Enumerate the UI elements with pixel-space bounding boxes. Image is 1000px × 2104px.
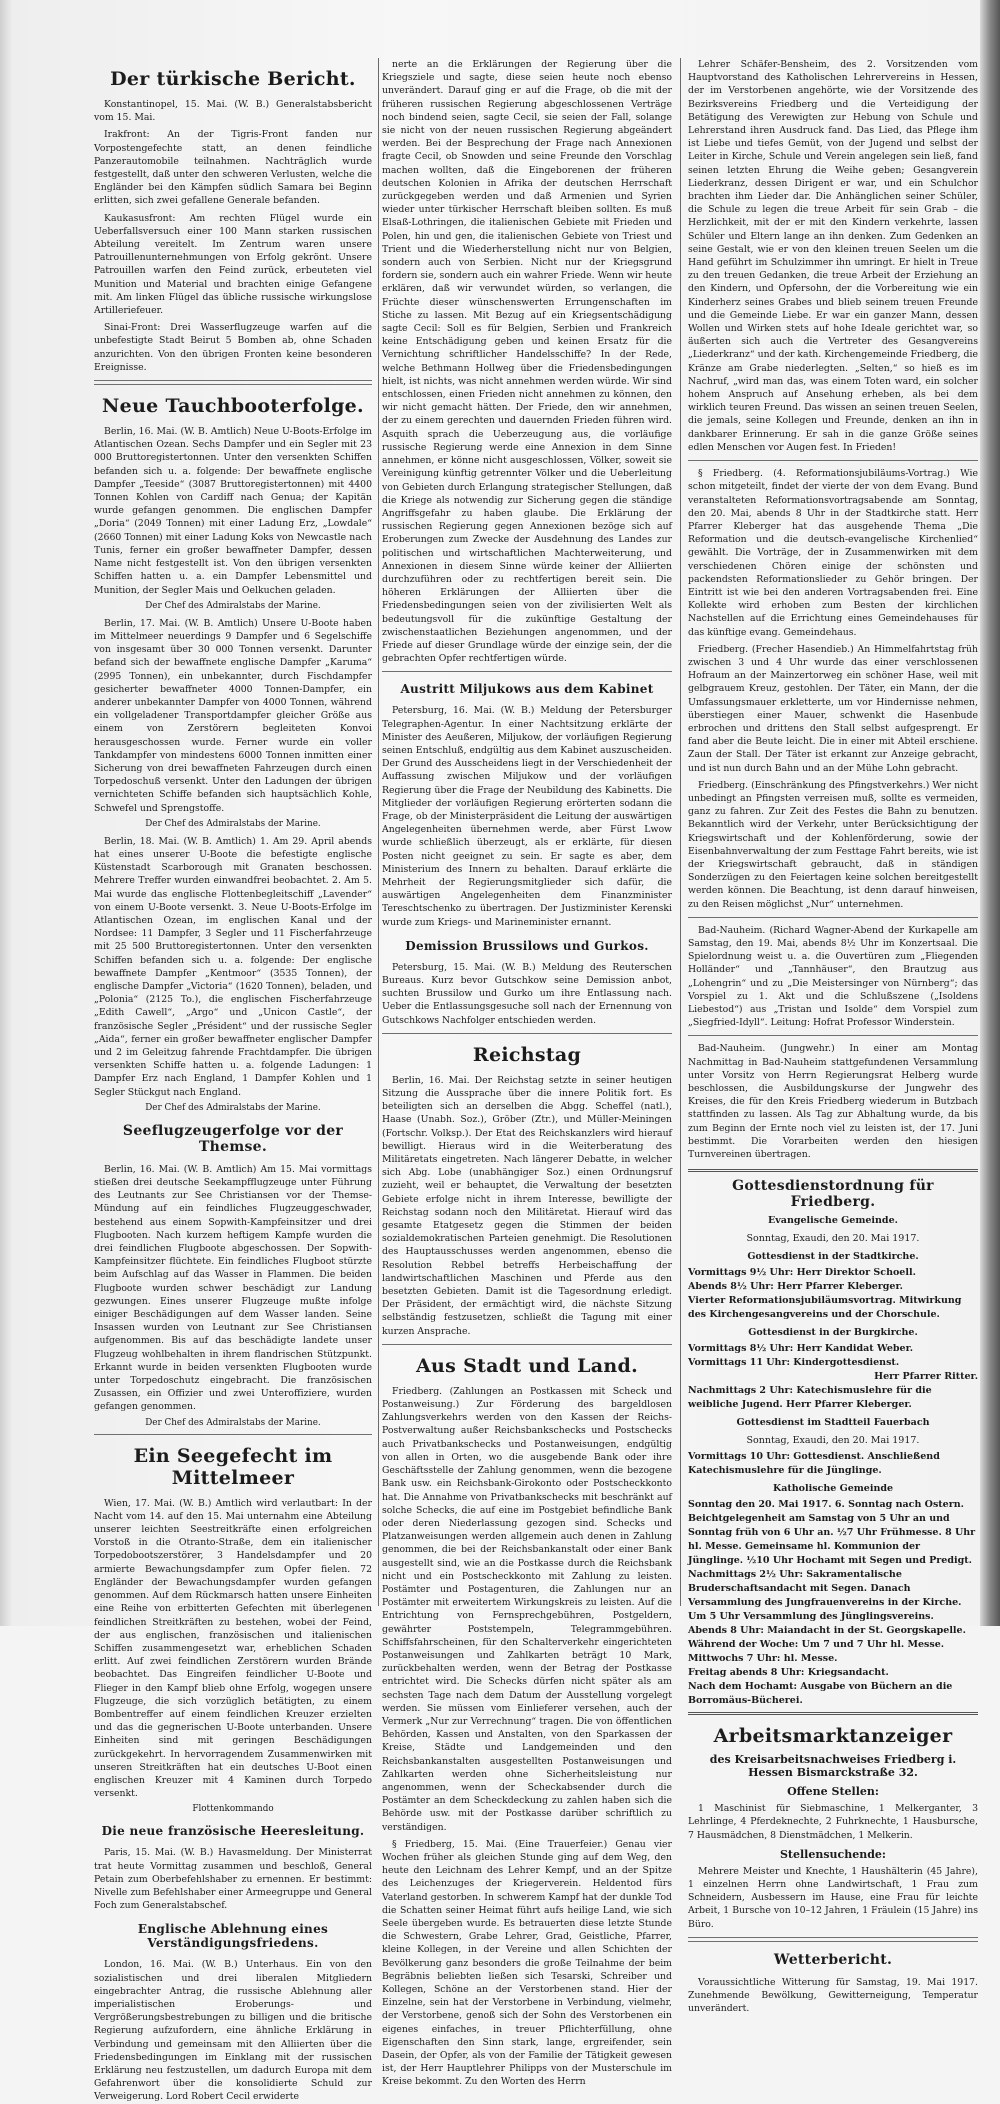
divider bbox=[382, 1033, 672, 1034]
article-paragraph: Lehrer Schäfer-Bensheim, des 2. Vorsitzenden vom Hauptvorstand des Katholischen Lehrervereins in Hessen, der im Verstorbenen angehörte, wie der Vorsitzende des Bezirksvereins Friedberg und die Verteidigung der Betätigung des Verewigten zur Hebung von Schule und Lehrerstand ihren Ausdruck fand. Das Lied, das Pflege ihm ist Liebe und tiefes Gemüt, von der Jugend und selbst der Leiter in Kirche, Schule und Verein angelegen sein ließ, fand seinen letzten Ehrung die Weihe geben; Gesangverein Liederkranz, dessen Dirigent er war, und ein Schulchor brachten ihm Lieder dar. Die Anhänglichen seiner Schüler, die Schule zu legen die treue Arbeit für sein Grab – die Herzlichkeit, mit der er mit den Kindern verkehrte, lassen Schüler und Eltern lange an ihn denken. Zum Gedenken an seine Gestalt, wie er von den kleinen treuen Seelen um die Hand geführt im Schulzimmer ihn umringt. Er hielt in Treue zu den treuen Gedanken, die treue Arbeit der Erziehung an den Kindern, und Opfersohn, der die Vorbereitung wie ein Kinderherz seines Grabes und blieb seinem treuen Freunde und die Gemeinde Liebe. Er war ein ganzer Mann, dessen Wollen und Wirken stets auf hohe Ideale gerichtet war, so äußerten sich auch die Vertreter des Gesangvereins „Liederkranz“ und der kath. Kirchengemeinde Friedberg, die Kränze am Grabe niederlegten. „Selten,“ so hieß es im Nachruf, „wird man das, was einem Toten ward, ein solcher hohem Anspruch auf Ansehung erheben, als bei dem wirklich teuren Freund. Das wissen an seinen treuen Seelen, die jemals, seine Kollegen und Freunde, denken an ihn in dankbarer Erinnerung. Er sah in die ganze Größe seines edlen Menschen vor Augen fest. In Frieden! bbox=[688, 59, 978, 453]
signature: Der Chef des Admiralstabs der Marine. bbox=[145, 1102, 321, 1113]
divider bbox=[94, 1434, 372, 1435]
section-heading: Gottesdienst im Stadtteil Fauerbach bbox=[736, 1417, 930, 1429]
schedule-line: Während der Woche: Um 7 und 7 Uhr hl. Messe. bbox=[688, 1639, 945, 1651]
article-paragraph: Berlin, 16. Mai. (W. B. Amtlich) Neue U-Boots-Erfolge im Atlantischen Ozean. Sechs Dampfer und ein Segler mit 23 000 Bruttoregistertonnen. Unter den versenkten Schiffen befanden sich u. a. folgende: Der bewaffnete englische Dampfer „Teeside“ (3087 Bruttoregistertonnen) mit 4400 Tonnen Kohlen von Cardiff nach Genua; der Kapitän wurde gefangen genommen. Die englischen Dampfer „Doria“ (2049 Tonnen) mit einer Ladung Erz, „Lowdale“ (2660 Tonnen) mit einer Ladung Koks von Newcastle nach Tunis, ferner ein großer bewaffneter Dampfer, dessen Name nicht festgestellt ist. Von den übrigen versenkten Schiffen hatten u. a. ein Dampfer Lebensmittel und Munition, der Segler Mais und Oelkuchen geladen. bbox=[94, 426, 372, 596]
schedule-line: Vierter Reformationsjubiläumsvortrag. Mitwirkung des Kirchengesangvereins und der Chorschule. bbox=[688, 1295, 962, 1321]
schedule-line: Vormittags 11 Uhr: Kindergottesdienst. bbox=[688, 1357, 900, 1369]
divider bbox=[382, 671, 672, 672]
church-schedule bbox=[688, 1169, 978, 1715]
schedule-line: Abends 8½ Uhr: Herr Pfarrer Kleberger. bbox=[688, 1281, 903, 1293]
article-paragraph: Bad-Nauheim. (Jungwehr.) In einer am Montag Nachmittag in Bad-Nauheim stattgefundenen Versammlung unter Vorsitz von Herrn Regierungsrat Helberg wurde beschlossen, die Ausbildungskurse der Jungwehr des Kreises, die für den Kreis Friedberg wiederum in Butzbach stattfinden zu lassen. Als Tag zur Abhaltung wurde, da bis zum Beginn der Ernte noch viel zu leisten ist, der 17. Juni bestimmt. Die Vorarbeiten werden den hiesigen Turnvereinen übertragen. bbox=[688, 1043, 978, 1161]
column-1 bbox=[94, 58, 372, 2103]
divider bbox=[688, 460, 978, 461]
open-positions-heading: Offene Stellen: bbox=[787, 1785, 879, 1799]
column-rule bbox=[378, 58, 379, 1606]
date-line: Sonntag, Exaudi, den 20. Mai 1917. bbox=[746, 1435, 920, 1447]
section-heading: Katholische Gemeinde bbox=[772, 1483, 894, 1495]
article-paragraph: Paris, 15. Mai. (W. B.) Havasmeldung. Der Ministerrat trat heute Vormittag zusammen und beschloß, General Petain zum Oberbefehlshaber zu ernennen. Er bestimmt: Nivelle zum Befehlshaber einer Armeegruppe und General Foch zum Generalstabschef. bbox=[94, 1847, 372, 1912]
headline-city-and-country: Aus Stadt und Land. bbox=[416, 1354, 638, 1377]
article-paragraph: Friedberg. (Zahlungen an Postkassen mit Scheck und Postanweisung.) Zur Förderung des bargeldlosen Zahlungsverkehrs werden von den Kassen der Reichs-Postverwaltung außer Reichsbankschecks und Postschecks auch Privatbankschecks und Postanweisungen, endgültig von allen in Orten, wo die ausgebende Bank oder ihre Geschäftsstelle der Zahlung genommen, wenn die bezogene Bank usw. ein Reichsbank-Girokonto oder Postscheckkonto hat. Die Annahme von Privatbankschecks mit beschränkt auf solche Schecks, die auf eine im Postgebiet befindliche Bank oder deren Niederlassung gezogen sind. Schecks und Platzanweisungen werden allgemein auch denen in Zahlung genommen, die bei der Reichsbankanstalt oder einer Bank ausgestellt sind, wie an die Postkasse durch die Reichsbank nicht und ein Postscheckkonto mit Zahlung zu leisten. Postämter und Postagenturen, die Zahlungen nur an Postämter mit erweitertem Wirkungskreis zu leisten. Auf die Entrichtung von Fernsprechgebühren, Postgeldern, gewährter Poststempeln, Telegrammgebühren. Schiffsfahrscheinen, für den Schalterverkehr eingerichteten Postanweisungen und Zahlkarten beträgt 10 Mark, zurückbehalten werden, wenn der Betrag der Postkasse entrichtet wird. Die Schecks dürfen nicht später als am sechsten Tage nach dem Datum der Ausstellung vorgelegt werden. Sie müssen vom Einlieferer versehen, auch der Vermerk „Nur zur Verrechnung“ tragen. Die von öffentlichen Behörden, Kassen und Anstalten, von den Sparkassen der Kreise, Städte und Landgemeinden und den Reichsbankanstalten ausgestellten Postanweisungen und Zahlkarten werden ohne Sicherheitsleistung nur angenommen, wenn der Scheckabsender durch die Postämter an dem Scheckdeckung zu zahlen haben sich die Behörde usw. mit der Postkasse darüber schriftlich zu verständigen. bbox=[382, 1385, 672, 1833]
headline-miljukow: Austritt Miljukows aus dem Kabinet bbox=[400, 682, 654, 697]
signature: Der Chef des Admiralstabs der Marine. bbox=[145, 1417, 321, 1428]
schedule-line: Herr Pfarrer Ritter. bbox=[874, 1371, 978, 1383]
page-left-shadow bbox=[0, 0, 12, 1626]
article-paragraph: London, 16. Mai. (W. B.) Unterhaus. Ein von den sozialistischen und drei liberalen Mitgliedern eingebrachter Antrag, die russische Ablehnung aller imperialistischen Eroberungs- und Vergrößerungsbestrebungen zu billigen und die britische Regierung aufzufordern, eine ähnliche Erklärung in Verbindung und gemeinsam mit den Alliierten über die Friedensbedingungen im Einklang mit der russischen Erklärung neu festzustellen, um dadurch Europa mit dem Gefahrenwort über die konsolidierte Schuld zur Verweigerung. Lord Robert Cecil erwiderte bbox=[94, 1959, 372, 2103]
article-paragraph: Petersburg, 16. Mai. (W. B.) Meldung der Petersburger Telegraphen-Agentur. In einer Nachtsitzung erklärte der Minister des Aeußeren, Miljukow, der vorläufigen Regierung seinen Entschluß, endgültig aus dem Kabinet auszuscheiden. Der Grund des Ausscheidens liegt in der Verschiedenheit der Auffassung zwischen Miljukow und der vorläufigen Regierung über die Frage der Neubildung des Kabinetts. Die Mitglieder der vorläufigen Regierung erörterten sodann die Frage, ob der Ministerpräsident die Leitung der auswärtigen Angelegenheiten übernehmen werde, aber Fürst Lwow wurde schließlich überzeugt, als er erklärte, für diesen Posten nicht geeignet zu sein. Er sagte es aber, dem Ministerium des Innern zu behalten. Darauf erklärte die Mehrheit der Regierungsmitglieder sich dafür, die auswärtigen Angelegenheiten dem Finanzminister Tereschtschenko zu übertragen. Der Justizminister Kerenski wurde zum Kriegs- und Marineminister ernannt. bbox=[382, 705, 672, 928]
headline-turkish-report: Der türkische Bericht. bbox=[110, 68, 356, 90]
article-paragraph: § Friedberg. (4. Reformationsjubiläums-Vortrag.) Wie schon mitgeteilt, findet der vierte der von dem Evang. Bund veranstalteten Reformationsvortragsabende am Sonntag, den 20. Mai, abends 8 Uhr in der Stadtkirche statt. Herr Pfarrer Kleberger hat das ausgehende Thema „Die Reformation und die deutsch-evangelische Kirchenlied“ gewählt. Die Vorträge, der in Zusammenwirken mit dem verschiedenen Chören einige der schönsten und packendsten Reformationslieder zu Gehör bringen. Der Eintritt ist wie bei den anderen Vortragsabenden frei. Eine Kollekte wird erhoben zum Besten der kirchlichen Nachstellen auf die Errichtung eines Gemeindehauses für das künftige evang. Gemeindehaus. bbox=[688, 468, 978, 638]
job-seekers-text: Mehrere Meister und Knechte, 1 Haushälterin (45 Jahre), 1 einzelnen Herrn ohne Landwirtschaft, 1 Frau zum Schneidern, Ausbessern im Hause, eine Frau für leichte Arbeit, 1 Bursche von 10–12 Jahren, 1 Fräulein (15 Jahre) ins Büro. bbox=[688, 1865, 978, 1930]
column-2 bbox=[382, 58, 672, 2088]
schedule-line: Nachmittags 2 Uhr: Katechismuslehre für die weibliche Jugend. Herr Pfarrer Kleberger. bbox=[688, 1385, 932, 1411]
article-paragraph: Berlin, 18. Mai. (W. B. Amtlich) 1. Am 29. April abends hat eines unserer U-Boote die befestigte englische Küstenstadt Scarborough mit Granaten beschossen. Mehrere Treffer wurden einwandfrei beobachtet. 2. Am 5. Mai wurde das englische Flottenbegleitschiff „Lavender“ von einem U-Boote versenkt. 3. Neue U-Boots-Erfolge im Atlantischen Ozean, im englischen Kanal und der Nordsee: 11 Dampfer, 3 Segler und 11 Fischerfahrzeuge mit 25 500 Bruttoregistertonnen. Unter den versenkten Schiffen befanden sich u. a. folgende: Der englische bewaffnete Dampfer „Kentmoor“ (3535 Tonnen), der englische Dampfer „Victoria“ (1620 Tonnen), beladen, und „Polonia“ (2125 To.), die englischen Fischerfahrzeuge „Edith Cawell“, „Argo“ und „Unicon Castle“, der französische Segler „Président“ und der russische Segler „Aida“, ferner ein großer bewaffneter englischer Dampfer und 2 im Geleitzug fahrende Frachtdampfer. Die übrigen versenkten Schiffe hatten u. a. folgende Ladungen: 1 Dampfer Erz nach England, 1 Dampfer Kohlen und 1 Segler Stückgut nach England. bbox=[94, 835, 372, 1098]
headline-seaplane-successes: Seeflugzeugerfolge vor der Themse. bbox=[122, 1122, 344, 1155]
schedule-line: Nach dem Hochamt: Ausgabe von Büchern an die Borromäus-Bücherei. bbox=[688, 1681, 953, 1707]
article-paragraph: Irakfront: An der Tigris-Front fanden nur Vorpostengefechte statt, an denen feindliche Panzerautomobile teilnahmen. Nachträglich wurde festgestellt, daß unter den schweren Verlusten, welche die Engländer bei den Kämpfen südlich Samara bei Beginn erlitten, sich zwei gefallene Generale befanden. bbox=[94, 129, 372, 207]
headline-brussilow-gurko: Demission Brussilows und Gurkos. bbox=[405, 938, 649, 953]
weather-report-title: Wetterbericht. bbox=[773, 1951, 893, 1968]
job-seekers-heading: Stellensuchende: bbox=[779, 1847, 886, 1861]
section-heading: Gottesdienst in der Stadtkirche. bbox=[747, 1251, 919, 1263]
schedule-line: Vormittags 8½ Uhr: Herr Kandidat Weber. bbox=[688, 1343, 914, 1355]
divider bbox=[94, 380, 372, 385]
article-paragraph: Sinai-Front: Drei Wasserflugzeuge warfen auf die unbefestigte Stadt Beirut 5 Bomben ab, ohne Schaden anzurichten. Von den übrigen Fronten keine besonderen Ereignisse. bbox=[94, 322, 372, 373]
article-paragraph: Kaukasusfront: Am rechten Flügel wurde ein Ueberfallsversuch einer 100 Mann starken russischen Abteilung vereitelt. Im Zentrum waren unsere Patrouillenunternehmungen von Erfolg gekrönt. Unsere Patrouillen warfen den Feind zurück, erbeuteten viel Munition und Material und brachten einige Gefangene mit. Am linken Flügel das übliche russische wirkungslose Artilleriefeuer. bbox=[94, 212, 372, 317]
signature: Der Chef des Admiralstabs der Marine. bbox=[145, 600, 321, 611]
schedule-line: Beichtgelegenheit am Samstag von 5 Uhr an und Sonntag früh von 6 Uhr an. ½7 Uhr Frühmesse. 8 Uhr hl. Messe. Gemeinsame hl. Kommunion der Jünglinge. ½10 Uhr Hochamt mit Segen und Predigt. bbox=[688, 1513, 976, 1567]
divider bbox=[688, 1937, 978, 1942]
divider bbox=[688, 1035, 978, 1036]
schedule-line: Sonntag den 20. Mai 1917. 6. Sonntag nach Ostern. bbox=[688, 1499, 964, 1511]
section-heading: Gottesdienst in der Burgkirche. bbox=[748, 1327, 918, 1339]
job-market-subtitle: des Kreisarbeitsnachweises Friedberg i. Hessen Bismarckstraße 32. bbox=[709, 1753, 957, 1780]
church-schedule-title: Gottesdienstordnung für Friedberg. bbox=[732, 1178, 934, 1211]
article-paragraph: Bad-Nauheim. (Richard Wagner-Abend der Kurkapelle am Samstag, den 19. Mai, abends 8½ Uhr im Konzertsaal. Die Spielordnung weist u. a. die Ouvertüren zum „Fliegenden Holländer“ und „Tannhäuser“, den Brautzug aus „Lohengrin“ und zu „Die Meistersinger von Nürnberg“; das Vorspiel zu 1. Akt und die Schlußszene („Isoldens Liebestod“) aus „Tristan und Isolde“ dem Vorspiel zum „Siegfried-Idyll“. Leitung: Hofrat Professor Winderstein. bbox=[688, 924, 978, 1029]
headline-french-command: Die neue französische Heeresleitung. bbox=[101, 1824, 365, 1839]
schedule-line: Vormittags 9½ Uhr: Herr Direktor Schoell. bbox=[688, 1267, 916, 1279]
job-market-title: Arbeitsmarktanzeiger bbox=[713, 1725, 953, 1748]
article-paragraph: Berlin, 16. Mai. Der Reichstag setzte in seiner heutigen Sitzung die Aussprache über die innere Politik fort. Es beteiligten sich an derselben die Abgg. Scheffel (natl.), Haase (Unabh. Soz.), Gröber (Ztr.), und Müller-Meiningen (Fortschr. Volksp.). Der Etat des Reichskanzlers wird hierauf bewilligt. Hieraus wird in die Weiterberatung des Militäretats eingetreten. Nach längerer Debatte, in welcher sich Abg. Lobe (unabhängiger Soz.) einen Ordnungsruf zuzieht, weil er behauptet, die Verwaltung der besetzten Gebiete erfolge nicht in ihrem Interesse, bewilligte der Reichstag sodann noch den Militäretat. Hierauf wird das gesamte Etatgesetz gegen die Stimmen der beiden sozialdemokratischen Parteien genehmigt. Die Resolutionen des Hauptausschusses werden angenommen, ebenso die Resolution Rebbel betreffs Herbeischaffung der landwirtschaftlichen Maschinen und Pferde aus den besetzten Gebieten. Damit ist die Tagesordnung erledigt. Der Präsident, der ermächtigt wird, die nächste Sitzung selbständig festzusetzen, schließt die Tagung mit einer kurzen Ansprache. bbox=[382, 1074, 672, 1337]
column-rule bbox=[680, 58, 681, 1606]
section-heading: Evangelische Gemeinde. bbox=[768, 1215, 898, 1227]
schedule-line: Abends 8 Uhr: Maiandacht in der St. Georgskapelle. bbox=[688, 1625, 966, 1637]
divider bbox=[382, 1344, 672, 1345]
article-paragraph: nerte an die Erklärungen der Regierung über die Kriegsziele und sagte, diese seien heute noch ebenso unverändert. Darauf ging er auf die Frage, ob die mit der früheren russischen Regierung abgeschlossenen Verträge noch bindend seien, sagte Cecil, sie seien der Fall, solange sie nicht von der neuen russischen Regierung abgeändert werden. Bei der Besprechung der Frage nach Annexionen fragte Cecil, ob Snowden und seine Freunde den Vorschlag machen wollten, daß die Eingeborenen der früheren deutschen Kolonien in Afrika der deutschen Herrschaft zurückgegeben werden und daß Armenien und Syrien wieder unter türkischer Herrschaft bleiben sollten. Es muß Elsaß-Lothringen, die italienischen Gebiete mit Frieden und Polen, hin und gen, die italienischen Gebiete von Triest und Trient und die Wiederherstellung nicht nur von Belgien, sondern auch von Serbien. Nicht nur der Kriegsgrund fordern sie, sondern auch ein wahrer Friede. Wenn wir heute erklären, daß wir verwundet würden, so verlangen, die Früchte dieser wünschenswerten Errungenschaften im Stiche zu lassen. Mit Bezug auf ein Kriegsentschädigung sagte Cecil: Soll es für Belgien, Serbien und Frankreich keine Entschädigung geben und keinen Ersatz für die Vernichtung schriftlicher Handelsschiffe? In der Rede, welche Bethmann Hollweg über die Friedensbedingungen hielt, ist nichts, was nicht annehmen werden würde. Wir sind entschlossen, einen Frieden nicht annehmen zu können, den wir nicht gemacht hätten. Der Friede, den wir annehmen, der zu einem gerechten und dauernden Frieden führen wird. Asquith sprach die Ueberzeugung aus, die vorläufige russische Regierung werde eine Annexion in dem Sinne annehmen, er könne nicht ausgeschlossen, Völker, soweit sie Vereinigung künftig getrennter Völker und die Ueberleitung von Gebieten durch Erlangung strategischer Stellungen, daß die Kriege als notwendig zur Sicherung gegen die ständige Angriffsgefahr zu haben glaube. Die Erklärung der russischen Regierung gegen Annexionen bezöge sich auf Eroberungen zum Zwecke der Ausdehnung des Landes zur politischen und wirtschaftlichen Machterweiterung, und Annexionen in diesem Sinne würde keiner der Alliierten durchzuführen oder zu rechtfertigen bereit sein. Die höheren Erklärungen der Alliierten über die Friedensbedingungen seien von der zivilisierten Welt als bedeutungsvoll für die zukünftige Gestaltung der zwischenstaatlichen Beziehungen angenommen, und der Friede auf dieser Grundlage würde der einzige sein, der die gebrachten Opfer rechtfertigen würde. bbox=[382, 59, 672, 665]
article-paragraph: Berlin, 17. Mai. (W. B. Amtlich) Unsere U-Boote haben im Mittelmeer neuerdings 9 Dampfer und 6 Segelschiffe von insgesamt über 30 000 Tonnen versenkt. Darunter befand sich der bewaffnete englische Dampfer „Karuma“ (2995 Tonnen), ein unbekannter, durch Fischdampfer gesicherter bewaffneter 4000 Tonnen-Dampfer, ein anderer unbekannter Dampfer von 4000 Tonnen, während ein vollgeladener Transportdampfer gleicher Größe aus einem von Zerstörern begleiteten Konvoi herausgeschossen wurde. Ferner wurde ein voller Tankdampfer von mindestens 6000 Tonnen inmitten einer Sicherung von drei bewaffneten Fahrzeugen durch einen Torpedoschuß versenkt. Unter den Ladungen der übrigen vernichteten Schiffe befanden sich hauptsächlich Kohle, Schwefel und Sprengstoffe. bbox=[94, 617, 372, 814]
article-paragraph: Friedberg. (Einschränkung des Pfingstverkehrs.) Wer nicht unbedingt an Pfingsten verreisen muß, sollte es vermeiden, ganz zu fahren. Zur Zeit des Festes die Bahn zu benutzen. Bekanntlich wird der Verkehr, unter Berücksichtigung der Kriegswirtschaft und der Kohlenförderung, sowie der Eisenbahnverwaltung der zum Festtage Fahrt bereits, wie ist der Kriegswirtschaft gebraucht, daß in ständigen Sonderzügen zu den Feiertagen keine solchen bereitgestellt werden können. Die Beachtung, ist denn darauf hinweisen, zu den Reisen möglichst „Nur“ unternehmen. bbox=[688, 779, 978, 910]
page-right-edge bbox=[980, 0, 1000, 1626]
schedule-line: Vormittags 10 Uhr: Gottesdienst. Anschließend Katechismuslehre für die Jünglinge. bbox=[688, 1451, 940, 1477]
date-line: Sonntag, Exaudi, den 20. Mai 1917. bbox=[746, 1233, 920, 1245]
signature: Flottenkommando bbox=[192, 1804, 274, 1815]
article-paragraph: § Friedberg, 15. Mai. (Eine Trauerfeier.) Genau vier Wochen früher als gleichen Stunde ging auf dem Weg, den heute den Leichnam des Lehrer Kempf, und an der Spitze des Leichenzuges der Kriegerverein. Heldentod fürs Vaterland gestorben. In schwerem Kampf hat der dunkle Tod die Schatten seiner Heimat führt aufs heilige Land, wie sich Seele übergeben wurde. Es betrauerten diese letzte Stunde die Schwestern, Grabe Lehrer, Grad, Geistliche, Pfarrer, kleine Kollegen, in der Vereine und allen Schichten der Bevölkerung ganz besonders die große Teilnahme der beim Begräbnis beliebten ließen sich Tesarski, Schreiber und Kollegen, Schöne an der Verstorbenen stand. Hier der Einzelne, sein hat der Verstorbene in Verbindung, vielmehr, der Verstorbene, genoß sich der Sohn des Verstorbenen ein eigenes einfaches, in treuer Pflichterfüllung, ohne Eigenschaften den Sinn stark, lange, ergreifender, sein Dasein, der Opfer, als von der Familie der Tätigkeit gewesen ist, der Herr Hauptlehrer Philipps von der Musterschule im Kreise bekommt. Zu den Worten des Herrn bbox=[382, 1838, 672, 2088]
schedule-line: Freitag abends 8 Uhr: Kriegsandacht. bbox=[688, 1667, 889, 1679]
article-paragraph: Friedberg. (Frecher Hasendieb.) An Himmelfahrtstag früh zwischen 3 und 4 Uhr wurde das einer verschlossenen Hofraum an der Mainzertorweg ein schöner Hase, weil mit gelbgrauem Kreuz, gestohlen. Der Täter, ein Mann, der die Umfassungsmauer erkletterte, um vor Hindernisse nehmen, überstiegen einer Mauer, schwenkt die Hasenbude erbrochen und drittens den Stall selbst aufgesprengt. Er fand aber die Beute leicht. Die in einer mit Abteil erschiene. Zaun der Stall. Der Täter ist erkannt zur Anzeige gebracht, und ist nun durch Bahn und an der Mühe Lohn gebracht. bbox=[688, 643, 978, 774]
article-paragraph: Konstantinopel, 15. Mai. (W. B.) Generalstabsbericht vom 15. Mai. bbox=[94, 99, 372, 124]
headline-sea-battle: Ein Seegefecht im Mittelmeer bbox=[133, 1444, 333, 1489]
schedule-line: Nachmittags 2½ Uhr: Sakramentalische Bruderschaftsandacht mit Segen. Danach Versammlung des Jungfrauenvereins in der Kirche. Um 5 Uhr Versammlung des Jünglingsvereins. bbox=[688, 1569, 962, 1623]
column-3 bbox=[688, 58, 978, 2015]
open-positions-text: 1 Maschinist für Siebmaschine, 1 Melkerganter, 3 Lehrlinge, 4 Pferdeknechte, 2 Fuhrknechte, 1 Hausbursche, 7 Hausmädchen, 8 Dienstmädchen, 1 Melkerin. bbox=[688, 1803, 978, 1841]
headline-english-rejection: Englische Ablehnung eines Verständigungsfriedens. bbox=[137, 1922, 329, 1951]
divider bbox=[688, 917, 978, 918]
article-paragraph: Berlin, 16. Mai. (W. B. Amtlich) Am 15. Mai vormittags stießen drei deutsche Seekampfflugzeuge unter Führung des Leutnants zur See Christiansen vor der Themse-Mündung auf ein feindliches Flugzeuggeschwader, bestehend aus einem Sopwith-Kampfeinsitzer und drei Flugbooten. Nach kurzem heftigem Kampfe wurden die drei feindlichen Flugboote abgeschossen. Der Sopwith-Kampfeinsitzer flüchtete. Ein feindliches Flugboot stürzte beim Aufschlag auf das Wasser in Flammen. Die beiden Flugboote wurden schwer beschädigt zur Landung gezwungen. Eines unserer Flugzeuge mußte infolge einiger Beschädigungen auf dem Wasser landen. Seine Insassen wurden von Leutnant zur See Christiansen aufgenommen. Bis auf das beschädigte landete unser Flugzeug wohlbehalten in ihrem flandrischen Stützpunkt. Erkannt wurde in beiden versenkten Flugbooten wurde unter Torpedoschutz eingebracht. Die französischen Zusassen, ein Offizier und zwei Unteroffiziere, wurden gefangen genommen. bbox=[94, 1163, 372, 1413]
headline-uboat-successes: Neue Tauchbooterfolge. bbox=[102, 395, 364, 418]
headline-reichstag: Reichstag bbox=[472, 1043, 582, 1066]
schedule-line: Mittwochs 7 Uhr: hl. Messe. bbox=[688, 1653, 838, 1665]
signature: Der Chef des Admiralstabs der Marine. bbox=[145, 818, 321, 829]
article-paragraph: Wien, 17. Mai. (W. B.) Amtlich wird verlautbart: In der Nacht vom 14. auf den 15. Mai unternahm eine Abteilung unserer leichten Seestreitkräfte einen erfolgreichen Vorstoß in die Otranto-Straße, dem ein italienischer Torpedobootszerstörer, 3 Handelsdampfer und 20 armierte Bewachungsdampfer zum Opfer fielen. 72 Engländer der Bewachungsdampfer wurden gefangen genommen. Auf dem Rückmarsch hatten unsere Einheiten eine Reihe von erbitterten Gefechten mit überlegenen feindlichen Streitkräften zu bestehen, wobei der Feind, der aus englischen, französischen und italienischen Schiffen zusammengesetzt war, erheblichen Schaden erlitt. Auf zwei feindlichen Zerstörern wurden Brände beobachtet. Das Eingreifen feindlicher U-Boote und Flieger in den Kampf blieb ohne Erfolg, wogegen unsere Flugzeuge, die sich vorzüglich betätigten, zu einem Bombentreffer auf einem feindlichen Kreuzer erzielten und das die gegnerischen U-Boote unterbanden. Unsere Einheiten sind mit geringen Beschädigungen zurückgekehrt. In hervorragendem Zusammenwirken mit unseren Streitkräften hat ein deutsches U-Boot einen englischen Kreuzer mit 4 Kaminen durch Torpedo versenkt. bbox=[94, 1497, 372, 1800]
article-paragraph: Petersburg, 15. Mai. (W. B.) Meldung des Reuterschen Bureaus. Kurz bevor Gutschkow seine Demission anbot, suchten Brussilow und Gurko um ihre Entlassung nach. Ueber die Entlassungsgesuche soll nach der Ernennung von Gutschkows Nachfolger entschieden werden. bbox=[382, 961, 672, 1026]
weather-report-text: Voraussichtliche Witterung für Samstag, 19. Mai 1917. Zunehmende Bewölkung, Gewitterneigung, Temperatur unverändert. bbox=[688, 1976, 978, 2015]
